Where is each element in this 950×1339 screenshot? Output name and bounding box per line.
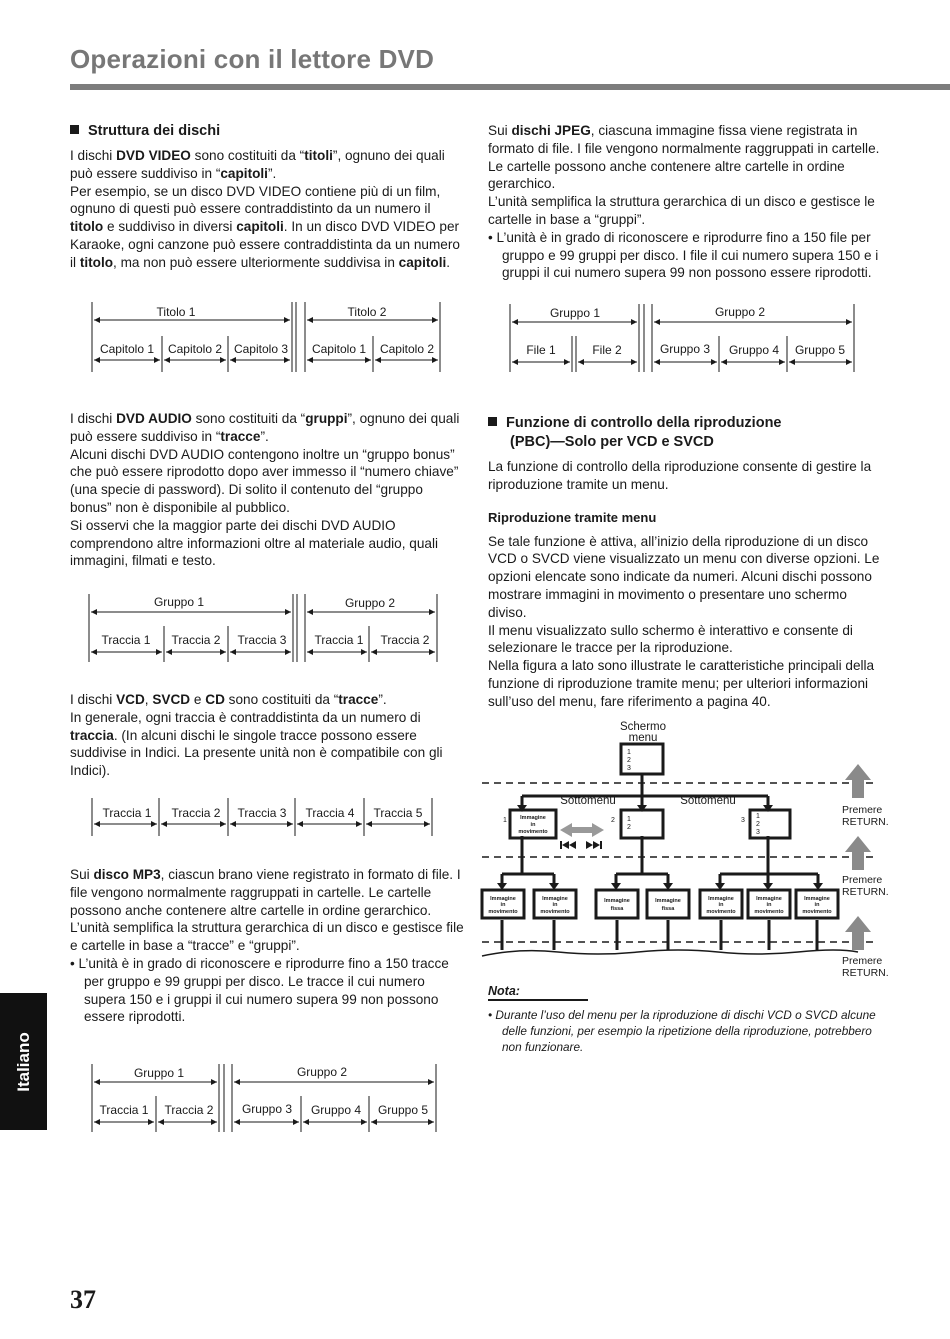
diagram-label: Traccia 2 bbox=[380, 633, 430, 647]
vcd-structure-diagram bbox=[88, 796, 448, 844]
page-number: 37 bbox=[70, 1285, 96, 1314]
submenu-screen-icon bbox=[750, 810, 790, 838]
diagram-label: Capitolo 3 bbox=[233, 342, 289, 356]
svg-text:1: 1 bbox=[756, 813, 760, 820]
note-heading: Nota: bbox=[488, 984, 588, 1001]
section-heading-struttura: Struttura dei dischi bbox=[70, 122, 465, 141]
square-bullet-icon bbox=[70, 125, 79, 134]
svg-text:Immagine: Immagine bbox=[490, 896, 516, 902]
paragraph: I dischi DVD VIDEO sono costituiti da “titoli”, ognuno dei quali può essere suddiviso in “capitoli”. bbox=[70, 148, 445, 181]
return-arrow-icon bbox=[845, 916, 871, 950]
diagram-label: Gruppo 1 bbox=[153, 595, 205, 609]
svg-text:Immagine: Immagine bbox=[804, 896, 830, 902]
still-image-screen-icon bbox=[596, 890, 638, 918]
diagram-label: Gruppo 2 bbox=[296, 1065, 348, 1079]
diagram-label: Gruppo 1 bbox=[549, 306, 601, 320]
diagram-label: Traccia 1 bbox=[314, 633, 364, 647]
language-label: Italiano bbox=[13, 1031, 33, 1092]
mp3-structure-diagram bbox=[88, 1060, 448, 1140]
svg-text:3: 3 bbox=[627, 765, 631, 772]
svg-text:Immagine: Immagine bbox=[708, 896, 734, 902]
square-bullet-icon bbox=[488, 417, 497, 426]
return-arrow-icon bbox=[845, 836, 871, 870]
diagram-label: Sottomenu bbox=[680, 795, 736, 807]
diagram-label: Traccia 2 bbox=[171, 633, 221, 647]
paragraph: Per esempio, se un disco DVD VIDEO contiene più di un film, ognuno di questi può essere contraddistinto da un numero il titolo e suddiviso in diversi capitoli. In un disco DVD VIDEO per Karaoke, ogni canzone può essere contraddistinta da un numero il titolo, ma non può essere ulteriormente suddivisa in capitoli. bbox=[70, 183, 460, 270]
note-box bbox=[488, 984, 888, 1055]
svg-text:in: in bbox=[552, 902, 558, 908]
svg-text:Immagine: Immagine bbox=[604, 898, 630, 904]
diagram-label: Capitolo 1 bbox=[311, 342, 367, 356]
svg-text:Immagine: Immagine bbox=[542, 896, 568, 902]
bullet-item: • L’unità è in grado di riconoscere e riprodurre fino a 150 file per gruppo e 99 gruppi per disco. I file il cui numero supera 150 e i gruppi il cui numero supera 99 non possono essere riprodotti. bbox=[488, 229, 879, 281]
diagram-label: Premere bbox=[842, 955, 883, 967]
svg-text:2: 2 bbox=[756, 821, 760, 828]
language-side-tab bbox=[0, 993, 47, 1130]
still-image-screen-icon bbox=[647, 890, 689, 918]
paragraph: I dischi VCD, SVCD e CD sono costituiti da “tracce”. bbox=[70, 692, 387, 707]
diagram-label: Titolo 1 bbox=[156, 305, 196, 319]
diagram-label: Gruppo 1 bbox=[133, 1066, 185, 1080]
left-column-mp3 bbox=[70, 866, 465, 1026]
jpeg-structure-diagram bbox=[506, 300, 866, 380]
title-rule bbox=[70, 84, 950, 90]
diagram-label: RETURN. bbox=[842, 816, 889, 828]
paragraph: Si osservi che la maggior parte dei dischi DVD AUDIO comprendono altre informazioni oltre al materiale audio, quali immagini, filmati e testo. bbox=[70, 517, 438, 569]
diagram-label: Gruppo 2 bbox=[714, 305, 766, 319]
svg-text:1: 1 bbox=[627, 749, 631, 756]
diagram-label: File 2 bbox=[592, 343, 622, 357]
bullet-item: • L’unità è in grado di riconoscere e riprodurre fino a 150 tracce per gruppo e 99 gruppi per disco. Le tracce il cui numero supera 150 e i gruppi il cui numero supera 99 non possono essere riprodotti. bbox=[70, 955, 449, 1025]
left-column-vcd bbox=[70, 691, 465, 780]
left-column bbox=[70, 122, 465, 272]
moving-image-screen-icon bbox=[534, 890, 576, 918]
diagram-label: Sottomenu bbox=[560, 795, 616, 807]
paragraph: La funzione di controllo della riproduzione consente di gestire la riproduzione tramite un menu. bbox=[488, 459, 872, 492]
diagram-label: 2 bbox=[611, 817, 615, 824]
diagram-label: Gruppo 5 bbox=[377, 1103, 429, 1117]
svg-text:in: in bbox=[500, 902, 506, 908]
svg-text:in: in bbox=[718, 902, 724, 908]
right-column bbox=[488, 122, 888, 282]
subheading-menu: Riproduzione tramite menu bbox=[488, 509, 657, 525]
svg-text:fissa: fissa bbox=[610, 906, 624, 912]
svg-text:in: in bbox=[814, 902, 820, 908]
pbc-menu-diagram bbox=[478, 716, 898, 984]
svg-text:movimento: movimento bbox=[706, 909, 736, 915]
paragraph: Sui dischi JPEG, ciascuna immagine fissa viene registrata in formato di file. I file vengono normalmente raggruppati in cartelle. Le cartelle possono anche contenere altre cartelle in ordine gerarchico. bbox=[488, 123, 880, 192]
diagram-label: 1 bbox=[503, 817, 507, 824]
diagram-label: RETURN. bbox=[842, 886, 889, 898]
svg-text:movimento: movimento bbox=[488, 909, 518, 915]
moving-image-screen-icon bbox=[482, 890, 524, 918]
paragraph: L’unità semplifica la struttura gerarchica di un disco e gestisce file e cartelle in base a “tracce” e “gruppi”. bbox=[70, 920, 464, 954]
diagram-label: Traccia 1 bbox=[101, 633, 151, 647]
diagram-label: Capitolo 2 bbox=[167, 342, 223, 356]
svg-text:Immagine: Immagine bbox=[520, 815, 546, 821]
svg-text:2: 2 bbox=[627, 757, 631, 764]
right-column-pbc bbox=[488, 414, 888, 711]
diagram-label: Premere bbox=[842, 804, 883, 816]
diagram-label: Schermo bbox=[619, 721, 667, 733]
moving-image-screen-icon bbox=[748, 890, 790, 918]
paragraph: Il menu visualizzato sullo schermo è interattivo e consente di selezionare le tracce per la riproduzione. bbox=[488, 622, 853, 656]
diagram-label: Gruppo 4 bbox=[310, 1103, 362, 1117]
diagram-label: Traccia 2 bbox=[171, 806, 221, 820]
diagram-label: Capitolo 2 bbox=[379, 342, 435, 356]
diagram-label: 3 bbox=[741, 817, 745, 824]
svg-text:movimento: movimento bbox=[540, 909, 570, 915]
moving-image-screen-icon bbox=[796, 890, 838, 918]
diagram-label: Titolo 2 bbox=[347, 305, 387, 319]
diagram-label: Premere bbox=[842, 874, 883, 886]
svg-text:in: in bbox=[530, 822, 536, 828]
diagram-label: Traccia 1 bbox=[102, 806, 152, 820]
diagram-label: File 1 bbox=[526, 343, 556, 357]
double-arrow-icon bbox=[560, 823, 604, 837]
svg-text:movimento: movimento bbox=[802, 909, 832, 915]
svg-text:2: 2 bbox=[627, 824, 631, 831]
moving-image-screen-icon bbox=[510, 810, 556, 838]
diagram-label: Traccia 2 bbox=[164, 1103, 214, 1117]
left-column-dvd-audio bbox=[70, 410, 465, 570]
paragraph: Sui disco MP3, ciascun brano viene registrato in formato di file. I file vengono normalmente raggruppati in cartelle. Le cartelle possono anche contenere altre cartelle in ordine gerarchico. bbox=[70, 867, 461, 918]
return-arrow-icon bbox=[845, 764, 871, 798]
svg-text:1: 1 bbox=[627, 816, 631, 823]
menu-screen-icon bbox=[621, 744, 663, 774]
diagram-label: menu bbox=[628, 732, 658, 744]
svg-text:in: in bbox=[766, 902, 772, 908]
diagram-label: Capitolo 1 bbox=[99, 342, 155, 356]
moving-image-screen-icon bbox=[700, 890, 742, 918]
diagram-label: Traccia 4 bbox=[305, 806, 355, 820]
svg-text:3: 3 bbox=[756, 829, 760, 836]
diagram-label: Gruppo 4 bbox=[728, 343, 780, 357]
svg-text:fissa: fissa bbox=[661, 906, 675, 912]
paragraph: L’unità semplifica la struttura gerarchica di un disco e gestisce le cartelle in base a “gruppi”. bbox=[488, 194, 875, 227]
paragraph: In generale, ogni traccia è contraddistinta da un numero di traccia. (In alcuni dischi le singole tracce possono essere suddivise in Indici. La presente unità non è compatibile con gli Indici). bbox=[70, 709, 443, 779]
paragraph: Nella figura a lato sono illustrate le caratteristiche principali della funzione di riproduzione tramite menu; per ulteriori informazioni sull’uso del menu, fare riferimento a pagina 40. bbox=[488, 658, 875, 709]
diagram-label: Traccia 3 bbox=[237, 806, 287, 820]
diagram-label: Gruppo 2 bbox=[344, 596, 396, 610]
diagram-label: Traccia 3 bbox=[237, 633, 287, 647]
dvd-audio-structure-diagram bbox=[85, 590, 445, 670]
diagram-label: RETURN. bbox=[842, 967, 889, 979]
svg-text:movimento: movimento bbox=[518, 829, 548, 835]
paragraph: Se tale funzione è attiva, all’inizio della riproduzione di un disco VCD o SVCD viene visualizzato un menu con diverse opzioni. Le opzioni elencate sono indicate da numeri. Alcuni dischi possono mostrare immagini in movimento o presentare uno schermo diviso. bbox=[488, 533, 880, 620]
submenu-screen-icon bbox=[621, 810, 663, 838]
paragraph: I dischi DVD AUDIO sono costituiti da “gruppi”, ognuno dei quali può essere suddiviso in “tracce”. bbox=[70, 411, 460, 444]
page-title: Operazioni con il lettore DVD bbox=[70, 44, 435, 74]
skip-buttons-icon bbox=[560, 841, 602, 849]
note-text: • Durante l’uso del menu per la riproduzione di dischi VCD o SVCD alcune delle funzioni, per esempio la ripetizione della riproduzione, potrebbero non funzionare. bbox=[488, 1008, 876, 1054]
diagram-label: Traccia 1 bbox=[99, 1103, 149, 1117]
diagram-label: Gruppo 5 bbox=[794, 343, 846, 357]
section-heading-pbc: Funzione di controllo della riproduzione (PBC)—Solo per VCD e SVCD bbox=[488, 414, 888, 452]
dvd-video-structure-diagram bbox=[88, 300, 448, 380]
svg-text:Immagine: Immagine bbox=[756, 896, 782, 902]
playback-timeline bbox=[482, 950, 858, 956]
svg-text:Immagine: Immagine bbox=[655, 898, 681, 904]
diagram-label: Gruppo 3 bbox=[659, 342, 711, 356]
paragraph: Alcuni dischi DVD AUDIO contengono inoltre un “gruppo bonus” che può essere riprodotto dopo aver immesso il “numero chiave” (una specie di password). Di solito il contenuto del “gruppo bonus” non è disponibile al pubblico. bbox=[70, 446, 459, 515]
diagram-label: Traccia 5 bbox=[373, 806, 423, 820]
svg-text:movimento: movimento bbox=[754, 909, 784, 915]
diagram-label: Gruppo 3 bbox=[241, 1102, 293, 1116]
